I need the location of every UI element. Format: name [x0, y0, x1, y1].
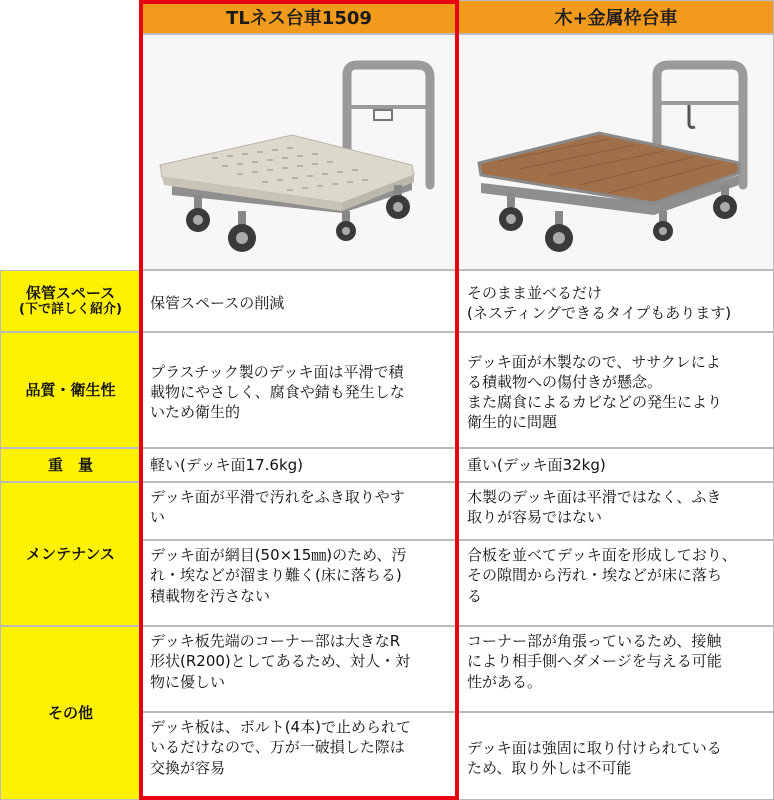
column-header-wood-metal-text: 木+金属枠台車 — [554, 8, 678, 29]
storage-tl-ness-text: 保管スペースの削減 — [150, 293, 285, 312]
maintenance-tl-ness-b — [141, 540, 458, 626]
other-tl-ness-b-text: デッキ板は、ボルト(4本)で止められて いるだけなので、万が一破損した際は 交換が容易 — [150, 718, 411, 777]
weight-wood-metal — [458, 448, 774, 482]
row-label-maintenance — [0, 482, 141, 626]
other-tl-ness-a-text: デッキ板先端のコーナー部は大きなR 形状(R200)としてあるため、対人・対 物に優しい — [150, 632, 411, 691]
row-label-storage-line1: 保管スペース — [25, 283, 116, 302]
row-label-weight-text: 重 量 — [47, 455, 93, 474]
row-label-quality-text: 品質・衛生性 — [25, 380, 116, 399]
other-wood-metal-b — [458, 712, 774, 800]
other-tl-ness-b — [141, 712, 458, 800]
row-label-weight — [0, 448, 141, 482]
quality-tl-ness — [141, 332, 458, 448]
maintenance-wood-metal-b-text: 合板を並べてデッキ面を形成しており、 その隙間から汚れ・埃などが床に落ち る — [467, 546, 737, 605]
storage-wood-metal-text: そのまま並べるだけ (ネスティングできるタイプもあります) — [467, 283, 732, 322]
wood-cart-image — [459, 35, 774, 271]
maintenance-wood-metal-b — [458, 540, 774, 626]
quality-wood-metal-text: デッキ面が木製なので、ササクレによ る積載物への傷付きが懸念。 また腐食によるカビなどの発生により 衛生的に問題 — [467, 352, 723, 432]
row-label-other — [0, 626, 141, 800]
quality-tl-ness-text: プラスチック製のデッキ面は平滑で積 載物にやさしく、腐食や錆も発生しな いため衛生的 — [150, 362, 405, 422]
storage-wood-metal — [458, 270, 774, 332]
quality-wood-metal — [458, 332, 774, 448]
column-header-tl-ness-text: TLネス台車1509 — [226, 8, 372, 29]
column-header-tl-ness — [141, 0, 457, 34]
photo-tl-ness-cart — [141, 34, 457, 270]
row-label-other-text: その他 — [47, 703, 93, 722]
weight-wood-metal-text: 重い(デッキ面32kg) — [467, 455, 606, 474]
row-label-maintenance-text: メンテナンス — [26, 544, 115, 563]
maintenance-tl-ness-a — [141, 482, 458, 540]
weight-tl-ness — [141, 448, 458, 482]
row-label-storage-line2: (下で詳しく紹介) — [19, 302, 122, 318]
storage-tl-ness — [141, 270, 458, 332]
row-label-quality — [0, 332, 141, 448]
maintenance-tl-ness-b-text: デッキ面が網目(50×15㎜)のため、汚 れ・埃などが溜まり難く(床に落ちる) 積載物を汚さない — [150, 546, 407, 605]
maintenance-wood-metal-a — [458, 482, 774, 540]
row-label-storage — [0, 270, 141, 332]
other-wood-metal-a-text: コーナー部が角張っているため、接触 により相手側へダメージを与える可能 性がある。 — [467, 632, 722, 691]
photo-wood-metal-cart — [458, 34, 774, 270]
weight-tl-ness-text: 軽い(デッキ面17.6kg) — [150, 455, 304, 474]
column-header-wood-metal — [458, 0, 774, 34]
other-tl-ness-a — [141, 626, 458, 712]
maintenance-tl-ness-a-text: デッキ面が平滑で汚れをふき取りやす い — [150, 488, 405, 527]
other-wood-metal-b-text: デッキ面は強固に取り付けられている ため、取り外しは不可能 — [467, 738, 722, 777]
plastic-cart-image — [142, 35, 458, 271]
other-wood-metal-a — [458, 626, 774, 712]
maintenance-wood-metal-a-text: 木製のデッキ面は平滑ではなく、ふき 取りが容易ではない — [467, 488, 722, 527]
